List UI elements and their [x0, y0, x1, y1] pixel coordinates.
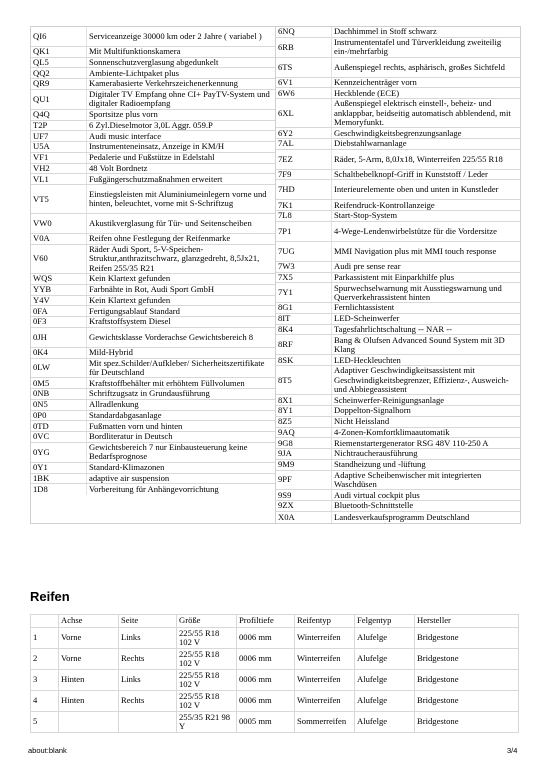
tires-cell: Bridgestone [415, 712, 519, 733]
equipment-description: Einstiegsleisten mit Aluminiumeinlegern vorne und hinten, beleuchtet, vorne mit S-Schriftzug [89, 188, 267, 209]
tires-column-header: Seite [119, 615, 177, 628]
equipment-code-row [276, 78, 520, 89]
equipment-description: Adaptiver Geschwindigkeitsassistent mit Geschwindigkeitsbegrenzer, Effizienz-, Ausweich- und Abbiegeassistent [334, 365, 509, 394]
equipment-code: 6Y2 [276, 128, 332, 138]
tires-cell: Winterreifen [295, 649, 355, 670]
equipment-description: Räder, 5-Arm, 8,0Jx18, Winterreifen 225/55 R18 [334, 153, 503, 164]
tires-cell: Alufelge [355, 691, 415, 712]
equipment-description: Schriftzugsatz in Grundausführung [89, 388, 210, 399]
tires-cell: Links [119, 628, 177, 649]
equipment-codes-table [30, 26, 521, 524]
equipment-description: Kamerabasierte Verkehrszeichenerkennung [89, 78, 238, 89]
equipment-description: Vorbereitung für Anhängevorrichtung [89, 484, 219, 495]
equipment-code: 7W3 [276, 262, 332, 272]
tires-table-header-row [31, 615, 519, 628]
equipment-description: Spurwechselwarnung mit Ausstiegswarnung und Querverkehrassistent hinten [334, 282, 502, 302]
tires-cell: Vorne [59, 649, 119, 670]
equipment-description: Reifen ohne Festlegung der Reifenmarke [89, 233, 231, 244]
equipment-code: 8T5 [276, 366, 332, 394]
equipment-description: Mit spez.Schilder/Aufkleber/ Sicherheitszertifikate für Deutschland [89, 357, 265, 377]
equipment-description: Sonnenschutzverglasung abgedunkelt [89, 56, 219, 67]
table-row [31, 691, 519, 712]
equipment-code-row [31, 27, 275, 47]
equipment-code: YYB [31, 285, 87, 295]
equipment-code: QI6 [31, 27, 87, 46]
equipment-code: QU1 [31, 90, 87, 109]
equipment-code: 7AL [276, 139, 332, 149]
footer-url: about:blank [28, 746, 67, 755]
equipment-description: MMI Navigation plus mit MMI touch response [334, 245, 497, 256]
equipment-code-row [276, 38, 520, 58]
equipment-code: 8SK [276, 355, 332, 365]
equipment-code: 1BK [31, 474, 87, 484]
tires-cell: 225/55 R18 102 V [177, 628, 237, 649]
tires-cell: 0006 mm [237, 649, 295, 670]
equipment-code: 9AQ [276, 428, 332, 438]
equipment-code: 6RB [276, 38, 332, 57]
tires-cell: Hinten [59, 691, 119, 712]
equipment-description: Kein Klartext gefunden [89, 294, 171, 305]
equipment-code: 0N5 [31, 400, 87, 410]
equipment-description: Audi music interface [89, 130, 162, 141]
equipment-code-row [276, 262, 520, 273]
equipment-code-row [31, 443, 275, 463]
equipment-code-row [31, 245, 275, 274]
equipment-code-row [276, 200, 520, 211]
equipment-code: 0NB [31, 389, 87, 399]
equipment-code: QQ2 [31, 68, 87, 78]
equipment-code-row [31, 110, 275, 121]
equipment-code: 8G1 [276, 303, 332, 313]
tires-column-header [31, 615, 59, 628]
table-row [31, 670, 519, 691]
equipment-code: 9PF [276, 471, 332, 490]
tires-cell: 0005 mm [237, 712, 295, 733]
equipment-code-row [276, 180, 520, 200]
equipment-code: VL1 [31, 174, 87, 184]
equipment-code-row [31, 296, 275, 307]
tires-cell: 225/55 R18 102 V [177, 670, 237, 691]
equipment-description: 6 Zyl.Dieselmotor 3,0L Aggr. 059.P [89, 119, 213, 130]
equipment-description: Nichtraucherausführung [334, 448, 418, 459]
equipment-description: Kennzeichenträger vorn [334, 76, 417, 87]
tires-cell: Vorne [59, 628, 119, 649]
equipment-code: 8X1 [276, 395, 332, 405]
tires-cell: 0006 mm [237, 691, 295, 712]
equipment-description: Akustikverglasung für Tür- und Seitenscheiben [89, 218, 252, 229]
equipment-description: Start-Stop-System [334, 210, 398, 221]
equipment-description: Standheizung und -lüftung [334, 459, 426, 470]
equipment-code-row [276, 99, 520, 128]
tires-cell: Winterreifen [295, 670, 355, 691]
equipment-code-row [276, 139, 520, 150]
equipment-code: 6V1 [276, 78, 332, 88]
equipment-code-row [31, 153, 275, 164]
tires-table [30, 614, 519, 733]
equipment-code: 7Y1 [276, 283, 332, 302]
equipment-code: 8Z5 [276, 417, 332, 427]
tires-cell [59, 712, 119, 733]
tires-cell: Alufelge [355, 670, 415, 691]
equipment-code: 0M5 [31, 378, 87, 388]
equipment-description: Tagesfahrlichtschaltung -- NAR -- [334, 323, 452, 334]
equipment-code-row [31, 389, 275, 400]
equipment-code: 7L8 [276, 211, 332, 221]
equipment-description: Räder Audi Sport, 5-V-Speichen-Struktur,anthrazitschwarz, glanzgedreht, 8,5Jx21, Reifen 255/35 R21 [89, 244, 260, 273]
equipment-code-row [31, 411, 275, 422]
equipment-code: 9JA [276, 449, 332, 459]
equipment-description: Kraftstoffbehälter mit erhöhtem Füllvolumen [89, 377, 245, 388]
tires-cell: 3 [31, 670, 59, 691]
tires-column-header: Profiltiefe [237, 615, 295, 628]
equipment-code-row [276, 471, 520, 491]
equipment-description: Fernlichtassistent [334, 302, 395, 313]
equipment-code: 8RF [276, 335, 332, 354]
footer-page-number: 3/4 [507, 746, 518, 755]
tires-cell: 0006 mm [237, 628, 295, 649]
equipment-code-row [31, 164, 275, 175]
tires-column-header: Hersteller [415, 615, 519, 628]
tires-cell: Links [119, 670, 177, 691]
tires-cell: 2 [31, 649, 59, 670]
equipment-code: 8Y1 [276, 406, 332, 416]
equipment-code: 8K4 [276, 325, 332, 335]
equipment-code: 0TD [31, 421, 87, 431]
equipment-code: 9M9 [276, 460, 332, 470]
tires-column-header: Felgentyp [355, 615, 415, 628]
equipment-description: Bang & Olufsen Advanced Sound System mit 3D Klang [334, 334, 505, 354]
equipment-description: LED-Heckleuchten [334, 354, 401, 365]
equipment-description: LED-Scheinwerfer [334, 313, 400, 324]
equipment-code-row [31, 474, 275, 485]
tires-section-title: Reifen [30, 589, 70, 604]
tires-cell: Bridgestone [415, 649, 519, 670]
equipment-code: VW0 [31, 214, 87, 233]
equipment-description: Audi pre sense rear [334, 261, 401, 272]
equipment-description: Adaptive Scheibenwischer mit integrierten Waschdüsen [334, 469, 482, 489]
equipment-code: 0F3 [31, 317, 87, 327]
equipment-code: VT5 [31, 185, 87, 213]
equipment-code: WQS [31, 274, 87, 284]
equipment-code: 6XL [276, 99, 332, 127]
equipment-code: 6NQ [276, 27, 332, 37]
tires-cell: 4 [31, 691, 59, 712]
equipment-description: Außenspiegel rechts, asphärisch, großes Sichtfeld [334, 61, 505, 72]
equipment-code: 7UG [276, 242, 332, 261]
equipment-code-row [276, 512, 520, 523]
equipment-code: 8IT [276, 314, 332, 324]
table-row [31, 628, 519, 649]
equipment-code: 0K4 [31, 348, 87, 358]
equipment-code: 0Y1 [31, 463, 87, 473]
equipment-description: Heckblende (ECE) [334, 87, 400, 98]
tires-cell: Alufelge [355, 628, 415, 649]
equipment-code: VF1 [31, 153, 87, 163]
equipment-code-row [31, 359, 275, 379]
equipment-description: Reifendruck-Kontrollanzeige [334, 199, 435, 210]
equipment-code: T2P [31, 121, 87, 131]
equipment-code-row [31, 348, 275, 359]
tires-cell: Alufelge [355, 712, 415, 733]
equipment-description: Fußmatten vorn und hinten [89, 420, 183, 431]
equipment-code-row [31, 121, 275, 132]
equipment-code: 7X5 [276, 273, 332, 283]
equipment-description: Standard-Klimazonen [89, 462, 165, 473]
equipment-code-row [276, 211, 520, 222]
equipment-description: Sportsitze plus vorn [89, 109, 158, 120]
equipment-description: Schaltbebelknopf-Griff in Kunststoff / Leder [334, 168, 488, 179]
equipment-code: X0A [276, 512, 332, 523]
equipment-code: V0A [31, 234, 87, 244]
equipment-code: 9S9 [276, 490, 332, 500]
equipment-code: 6W6 [276, 88, 332, 98]
equipment-description: Instrumententafel und Türverkleidung zweiteilig ein-/mehrfarbig [334, 37, 502, 57]
tires-cell: 225/55 R18 102 V [177, 649, 237, 670]
equipment-code-row [31, 214, 275, 234]
equipment-code-row [276, 242, 520, 262]
equipment-description: Mit Multifunktionskamera [89, 46, 181, 57]
tires-column-header: Achse [59, 615, 119, 628]
tires-cell: 225/55 R18 102 V [177, 691, 237, 712]
equipment-code: Y4V [31, 296, 87, 306]
equipment-code-row [276, 417, 520, 428]
equipment-code: V60 [31, 245, 87, 273]
equipment-description: Parkassistent mit Einparkhilfe plus [334, 271, 455, 282]
tires-cell: Winterreifen [295, 628, 355, 649]
equipment-description: Dachhimmel in Stoff schwarz [334, 26, 437, 37]
tires-cell: 1 [31, 628, 59, 649]
equipment-code: 7EZ [276, 150, 332, 169]
equipment-code-row [31, 484, 275, 495]
equipment-description: Standardabgasanlage [89, 409, 162, 420]
table-row [31, 649, 519, 670]
equipment-code-row [276, 366, 520, 395]
equipment-description: 4-Wege-Lendenwirbelstütze für die Vordersitze [334, 225, 497, 236]
equipment-description: Interieurelemente oben und unten in Kunstleder [334, 184, 499, 195]
tires-cell: 255/35 R21 98 Y [177, 712, 237, 733]
equipment-code-row [31, 185, 275, 214]
equipment-code-row [31, 285, 275, 296]
equipment-description: Fußgängerschutzmaßnahmen erweitert [89, 173, 223, 184]
equipment-code: UF7 [31, 131, 87, 141]
equipment-code: U5A [31, 142, 87, 152]
tires-column-header: Reifentyp [295, 615, 355, 628]
equipment-code-row [31, 317, 275, 328]
equipment-code-row [31, 58, 275, 69]
equipment-description: Fertigungsablauf Standard [89, 305, 180, 316]
equipment-description: Farbnähte in Rot, Audi Sport GmbH [89, 284, 215, 295]
equipment-code: 0VC [31, 432, 87, 442]
equipment-code: 0YG [31, 443, 87, 462]
equipment-code-row [276, 222, 520, 242]
equipment-code: QK1 [31, 47, 87, 57]
equipment-codes-right-column [275, 27, 520, 523]
equipment-code-row [276, 283, 520, 303]
equipment-description: Diebstahlwarnanlage [334, 138, 407, 149]
equipment-description: Geschwindigkeitsbegrenzungsanlage [334, 127, 462, 138]
equipment-description: Kraftstoffsystem Diesel [89, 316, 171, 327]
equipment-code: 7K1 [276, 200, 332, 210]
equipment-description: Audi virtual cockpit plus [334, 489, 420, 500]
tires-cell: Bridgestone [415, 691, 519, 712]
equipment-code: 0JH [31, 328, 87, 347]
equipment-description: Ambiente-Lichtpaket plus [89, 67, 179, 78]
equipment-code: 9G8 [276, 438, 332, 448]
equipment-description: Nicht Heissland [334, 416, 390, 427]
equipment-code-row [276, 428, 520, 439]
equipment-code: 7P1 [276, 222, 332, 241]
table-row [31, 712, 519, 733]
tires-cell: Hinten [59, 670, 119, 691]
equipment-code: 6TS [276, 58, 332, 77]
equipment-code-row [276, 335, 520, 355]
equipment-code: 0LW [31, 359, 87, 378]
tires-cell: Rechts [119, 649, 177, 670]
equipment-description: Gewichtsklasse Vorderachse Gewichtsbereich 8 [89, 331, 254, 342]
tires-cell [119, 712, 177, 733]
equipment-code: 7F9 [276, 170, 332, 180]
equipment-codes-left-column [31, 27, 275, 523]
equipment-description: Außenspiegel elektrisch einstell-, beheiz- und anklappbar, beidseitig automatisch abblendend, mit Memoryfunkt. [334, 98, 511, 127]
equipment-description: Mild-Hybrid [89, 347, 133, 358]
equipment-description: Riemenstartergenerator RSG 48V 110-250 A [334, 437, 489, 448]
equipment-code-row [276, 325, 520, 336]
equipment-code: 0FA [31, 306, 87, 316]
tires-cell: 5 [31, 712, 59, 733]
equipment-code-row [31, 90, 275, 110]
equipment-code: 0P0 [31, 411, 87, 421]
equipment-description: Serviceanzeige 30000 km oder 2 Jahre ( variabel ) [89, 30, 262, 41]
tires-cell: Sommerreifen [295, 712, 355, 733]
equipment-description: Allradlenkung [89, 399, 139, 410]
equipment-code: Q4Q [31, 110, 87, 120]
equipment-code-row [31, 328, 275, 348]
equipment-code: QL5 [31, 58, 87, 68]
equipment-description: Landesverkaufsprogramm Deutschland [334, 511, 470, 522]
equipment-description: Doppelton-Signalhorn [334, 405, 411, 416]
tires-cell: Bridgestone [415, 670, 519, 691]
equipment-code: QR9 [31, 79, 87, 89]
tires-cell: Winterreifen [295, 691, 355, 712]
tires-cell: 0006 mm [237, 670, 295, 691]
equipment-description: Bordliteratur in Deutsch [89, 431, 173, 442]
equipment-code-row [276, 406, 520, 417]
equipment-description: 4-Zonen-Komfortklimaautomatik [334, 426, 450, 437]
equipment-description: Pedalerie und Fußstütze in Edelstahl [89, 152, 215, 163]
equipment-code-row [276, 273, 520, 284]
equipment-code: 9ZX [276, 501, 332, 511]
equipment-description: Instrumenteneinsatz, Anzeige in KM/H [89, 141, 225, 152]
tires-column-header: Größe [177, 615, 237, 628]
equipment-code-row [276, 58, 520, 78]
equipment-code-row [31, 174, 275, 185]
equipment-code-row [276, 501, 520, 512]
equipment-code: VH2 [31, 164, 87, 174]
equipment-description: 48 Volt Bordnetz [89, 162, 148, 173]
tires-cell: Rechts [119, 691, 177, 712]
equipment-code-row [276, 150, 520, 170]
equipment-description: adaptive air suspension [89, 472, 170, 483]
equipment-code-row [276, 170, 520, 181]
equipment-description: Gewichtsbereich 7 nur Einbausteuerung keine Bedarfsprognose [89, 442, 248, 462]
equipment-description: Digitaler TV Empfang ohne CI+ PayTV-System und digitaler Radioempfang [89, 89, 270, 109]
equipment-code-row [276, 460, 520, 471]
tires-cell: Alufelge [355, 649, 415, 670]
tires-cell: Bridgestone [415, 628, 519, 649]
equipment-description: Bluetooth-Schnittstelle [334, 500, 414, 511]
equipment-description: Scheinwerfer-Reinigungsanlage [334, 394, 445, 405]
equipment-code: 1D8 [31, 484, 87, 495]
equipment-code: 7HD [276, 180, 332, 199]
equipment-description: Kein Klartext gefunden [89, 273, 171, 284]
